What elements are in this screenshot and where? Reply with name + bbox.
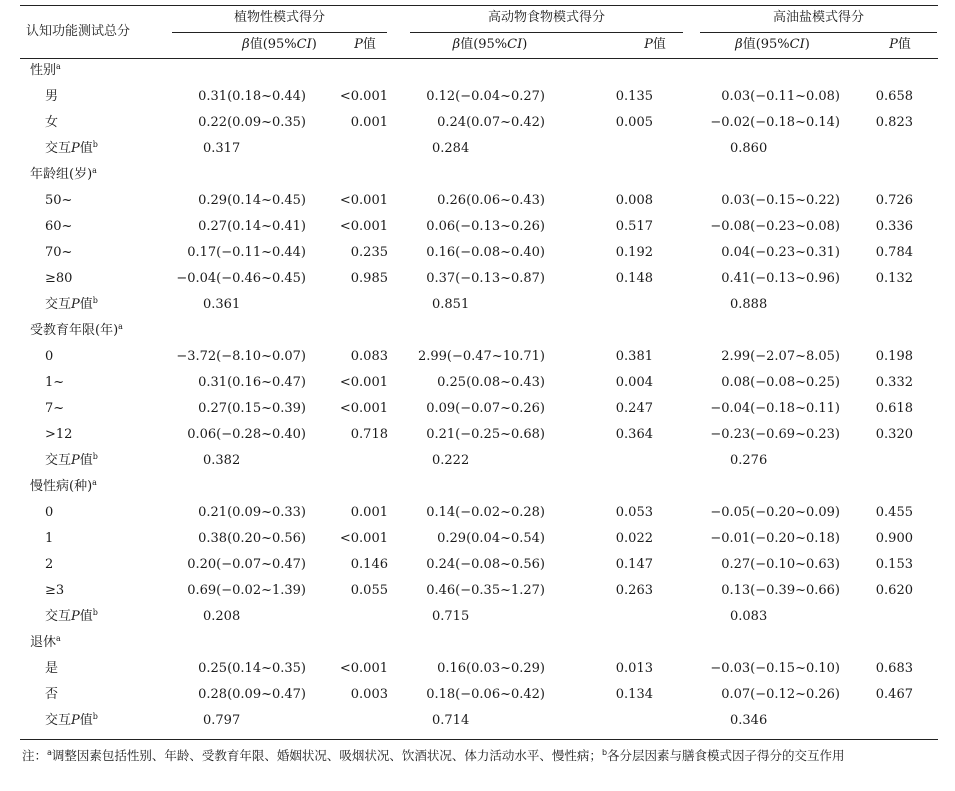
beta-ci-cell: −0.03(−0.15~0.10) xyxy=(710,661,840,676)
beta-ci-cell: −0.23(−0.69~0.23) xyxy=(710,427,840,442)
p-value-cell: 0.135 xyxy=(615,89,653,104)
interaction-p-value: 0.284 xyxy=(432,141,470,156)
beta-ci-cell: 0.13(−0.39~0.66) xyxy=(721,583,840,598)
p-value-cell: 0.001 xyxy=(350,115,388,130)
beta-ci-cell: 0.28(0.09~0.47) xyxy=(198,687,306,702)
beta-subheader-2: β值(95%CI) xyxy=(452,37,528,52)
beta-ci-cell: 0.21(0.09~0.33) xyxy=(198,505,306,520)
interaction-p-value: 0.222 xyxy=(432,453,470,468)
beta-ci-cell: 0.17(−0.11~0.44) xyxy=(187,245,306,260)
interaction-p-value: 0.346 xyxy=(730,713,768,728)
beta-ci-cell: 0.27(−0.10~0.63) xyxy=(721,557,840,572)
beta-ci-cell: 0.31(0.18~0.44) xyxy=(198,89,306,104)
beta-ci-cell: 0.24(0.07~0.42) xyxy=(437,115,545,130)
interaction-p-value: 0.382 xyxy=(203,453,241,468)
interaction-label: 交互P值$^b$ xyxy=(45,140,98,156)
interaction-p-value: 0.361 xyxy=(203,297,241,312)
beta-ci-cell: 0.09(−0.07~0.26) xyxy=(426,401,545,416)
p-value-cell: 0.718 xyxy=(350,427,388,442)
p-value-cell: 0.823 xyxy=(875,115,913,130)
row-header-label: 认知功能测试总分 xyxy=(26,24,131,39)
beta-ci-cell: 0.03(−0.15~0.22) xyxy=(721,193,840,208)
p-value-cell: <0.001 xyxy=(339,531,388,546)
p-value-cell: 0.005 xyxy=(615,115,653,130)
interaction-p-value: 0.083 xyxy=(730,609,768,624)
section-label: 退休$^a$ xyxy=(30,634,61,650)
row-label: 50~ xyxy=(45,193,73,208)
beta-ci-cell: 2.99(−2.07~8.05) xyxy=(721,349,840,364)
row-label: 是 xyxy=(45,661,59,676)
beta-ci-cell: 0.20(−0.07~0.47) xyxy=(187,557,306,572)
beta-ci-cell: 0.07(−0.12~0.26) xyxy=(721,687,840,702)
p-subheader-1: P值 xyxy=(354,37,376,52)
p-value-cell: 0.381 xyxy=(615,349,653,364)
row-label: 否 xyxy=(45,687,59,702)
interaction-p-value: 0.714 xyxy=(432,713,470,728)
row-label: 0 xyxy=(45,349,54,364)
interaction-label: 交互P值$^b$ xyxy=(45,608,98,624)
p-value-cell: 0.364 xyxy=(615,427,653,442)
interaction-p-value: 0.797 xyxy=(203,713,241,728)
row-label: ≥80 xyxy=(45,271,73,286)
beta-ci-cell: 0.22(0.09~0.35) xyxy=(198,115,306,130)
p-value-cell: <0.001 xyxy=(339,219,388,234)
p-value-cell: 0.148 xyxy=(615,271,653,286)
p-value-cell: 0.001 xyxy=(350,505,388,520)
beta-ci-cell: 0.27(0.15~0.39) xyxy=(198,401,306,416)
p-value-cell: 0.146 xyxy=(350,557,388,572)
beta-ci-cell: 0.24(−0.08~0.56) xyxy=(426,557,545,572)
beta-ci-cell: 0.41(−0.13~0.96) xyxy=(721,271,840,286)
p-value-cell: 0.455 xyxy=(875,505,913,520)
p-value-cell: 0.134 xyxy=(615,687,653,702)
beta-subheader-1: β值(95%CI) xyxy=(242,37,317,52)
p-value-cell: 0.517 xyxy=(615,219,653,234)
p-value-cell: 0.008 xyxy=(615,193,653,208)
beta-ci-cell: 0.46(−0.35~1.27) xyxy=(426,583,545,598)
table-bottom-rule xyxy=(20,739,938,740)
beta-ci-cell: −3.72(−8.10~0.07) xyxy=(176,349,306,364)
p-value-cell: 0.132 xyxy=(875,271,913,286)
beta-ci-cell: 0.38(0.20~0.56) xyxy=(198,531,306,546)
footnote-text-a: 调整因素包括性别、年龄、受教育年限、婚姻状况、吸烟状况、饮酒状况、体力活动水平、慢性病； xyxy=(51,748,602,763)
row-label: >12 xyxy=(45,427,73,442)
beta-ci-cell: 0.12(−0.04~0.27) xyxy=(426,89,545,104)
p-value-cell: 0.192 xyxy=(615,245,653,260)
interaction-p-value: 0.715 xyxy=(432,609,470,624)
beta-ci-cell: 0.16(−0.08~0.40) xyxy=(426,245,545,260)
beta-ci-cell: 2.99(−0.47~10.71) xyxy=(417,349,545,364)
p-value-cell: 0.153 xyxy=(875,557,913,572)
p-value-cell: 0.320 xyxy=(875,427,913,442)
p-value-cell: 0.683 xyxy=(875,661,913,676)
section-label: 性别$^a$ xyxy=(30,62,61,78)
group-rule-2 xyxy=(410,32,683,33)
beta-ci-cell: 0.25(0.14~0.35) xyxy=(198,661,306,676)
p-value-cell: 0.235 xyxy=(350,245,388,260)
beta-ci-cell: 0.21(−0.25~0.68) xyxy=(426,427,545,442)
row-label: 0 xyxy=(45,505,54,520)
footnote-sup-a: a xyxy=(47,748,52,757)
p-value-cell: <0.001 xyxy=(339,375,388,390)
interaction-p-value: 0.208 xyxy=(203,609,241,624)
p-value-cell: 0.784 xyxy=(875,245,913,260)
beta-ci-cell: 0.03(−0.11~0.08) xyxy=(721,89,840,104)
interaction-p-value: 0.317 xyxy=(203,141,241,156)
footnote-sup-b: b xyxy=(601,748,608,757)
beta-ci-cell: 0.29(0.14~0.45) xyxy=(198,193,306,208)
beta-ci-cell: 0.26(0.06~0.43) xyxy=(437,193,545,208)
beta-ci-cell: 0.69(−0.02~1.39) xyxy=(187,583,306,598)
p-value-cell: 0.004 xyxy=(615,375,653,390)
p-value-cell: 0.147 xyxy=(615,557,653,572)
interaction-label: 交互P值$^b$ xyxy=(45,296,98,312)
row-label: 1 xyxy=(45,531,54,546)
p-value-cell: 0.332 xyxy=(875,375,913,390)
group-rule-3 xyxy=(700,32,937,33)
p-value-cell: 0.900 xyxy=(875,531,913,546)
p-value-cell: 0.985 xyxy=(350,271,388,286)
group-header-plant: 植物性模式得分 xyxy=(233,10,325,25)
p-subheader-2: P值 xyxy=(644,37,666,52)
p-value-cell: 0.263 xyxy=(615,583,653,598)
header-bottom-rule xyxy=(20,58,938,59)
beta-ci-cell: −0.04(−0.46~0.45) xyxy=(176,271,306,286)
interaction-p-value: 0.276 xyxy=(730,453,768,468)
beta-ci-cell: 0.06(−0.13~0.26) xyxy=(426,219,545,234)
beta-ci-cell: 0.14(−0.02~0.28) xyxy=(426,505,545,520)
interaction-p-value: 0.888 xyxy=(730,297,768,312)
p-value-cell: 0.658 xyxy=(875,89,913,104)
row-label: 70~ xyxy=(45,245,73,260)
p-value-cell: 0.053 xyxy=(615,505,653,520)
p-value-cell: 0.726 xyxy=(875,193,913,208)
beta-subheader-3: β值(95%CI) xyxy=(735,37,810,52)
beta-ci-cell: 0.18(−0.06~0.42) xyxy=(426,687,545,702)
p-value-cell: <0.001 xyxy=(339,661,388,676)
section-label: 年龄组(岁)$^a$ xyxy=(30,166,97,182)
interaction-label: 交互P值$^b$ xyxy=(45,452,98,468)
row-label: 1~ xyxy=(45,375,65,390)
row-label: 2 xyxy=(45,557,54,572)
group-rule-1 xyxy=(172,32,387,33)
beta-ci-cell: 0.25(0.08~0.43) xyxy=(437,375,545,390)
beta-ci-cell: −0.01(−0.20~0.18) xyxy=(710,531,840,546)
p-subheader-3: P值 xyxy=(889,37,911,52)
beta-ci-cell: −0.05(−0.20~0.09) xyxy=(710,505,840,520)
p-value-cell: 0.618 xyxy=(875,401,913,416)
footnote-text-b: 各分层因素与膳食模式因子得分的交互作用 xyxy=(607,748,845,763)
row-label: 女 xyxy=(45,115,59,130)
beta-ci-cell: 0.37(−0.13~0.87) xyxy=(426,271,545,286)
p-value-cell: 0.467 xyxy=(875,687,913,702)
row-label: ≥3 xyxy=(45,583,65,598)
beta-ci-cell: 0.27(0.14~0.41) xyxy=(198,219,306,234)
group-header-oilsalt: 高油盐模式得分 xyxy=(772,10,864,25)
p-value-cell: 0.198 xyxy=(875,349,913,364)
p-value-cell: 0.055 xyxy=(350,583,388,598)
beta-ci-cell: 0.29(0.04~0.54) xyxy=(437,531,545,546)
p-value-cell: <0.001 xyxy=(339,401,388,416)
beta-ci-cell: 0.08(−0.08~0.25) xyxy=(721,375,840,390)
beta-ci-cell: 0.16(0.03~0.29) xyxy=(437,661,545,676)
beta-ci-cell: 0.04(−0.23~0.31) xyxy=(721,245,840,260)
p-value-cell: 0.620 xyxy=(875,583,913,598)
table-top-rule xyxy=(20,5,938,6)
p-value-cell: <0.001 xyxy=(339,89,388,104)
group-header-animal: 高动物食物模式得分 xyxy=(487,10,605,25)
beta-ci-cell: 0.06(−0.28~0.40) xyxy=(187,427,306,442)
p-value-cell: 0.022 xyxy=(615,531,653,546)
row-label: 60~ xyxy=(45,219,73,234)
interaction-p-value: 0.860 xyxy=(730,141,768,156)
beta-ci-cell: −0.02(−0.18~0.14) xyxy=(710,115,840,130)
interaction-p-value: 0.851 xyxy=(432,297,470,312)
p-value-cell: 0.003 xyxy=(350,687,388,702)
section-label: 慢性病(种)$^a$ xyxy=(30,478,97,494)
beta-ci-cell: −0.04(−0.18~0.11) xyxy=(710,401,840,416)
beta-ci-cell: −0.08(−0.23~0.08) xyxy=(710,219,840,234)
section-label: 受教育年限(年)$^a$ xyxy=(30,322,123,338)
p-value-cell: 0.083 xyxy=(350,349,388,364)
p-value-cell: 0.247 xyxy=(615,401,653,416)
p-value-cell: 0.336 xyxy=(875,219,913,234)
p-value-cell: <0.001 xyxy=(339,193,388,208)
footnote-prefix: 注： xyxy=(22,748,48,763)
row-label: 男 xyxy=(45,89,59,104)
table-footnote xyxy=(22,744,937,767)
p-value-cell: 0.013 xyxy=(615,661,653,676)
beta-ci-cell: 0.31(0.16~0.47) xyxy=(198,375,306,390)
interaction-label: 交互P值$^b$ xyxy=(45,712,98,728)
row-label: 7~ xyxy=(45,401,65,416)
